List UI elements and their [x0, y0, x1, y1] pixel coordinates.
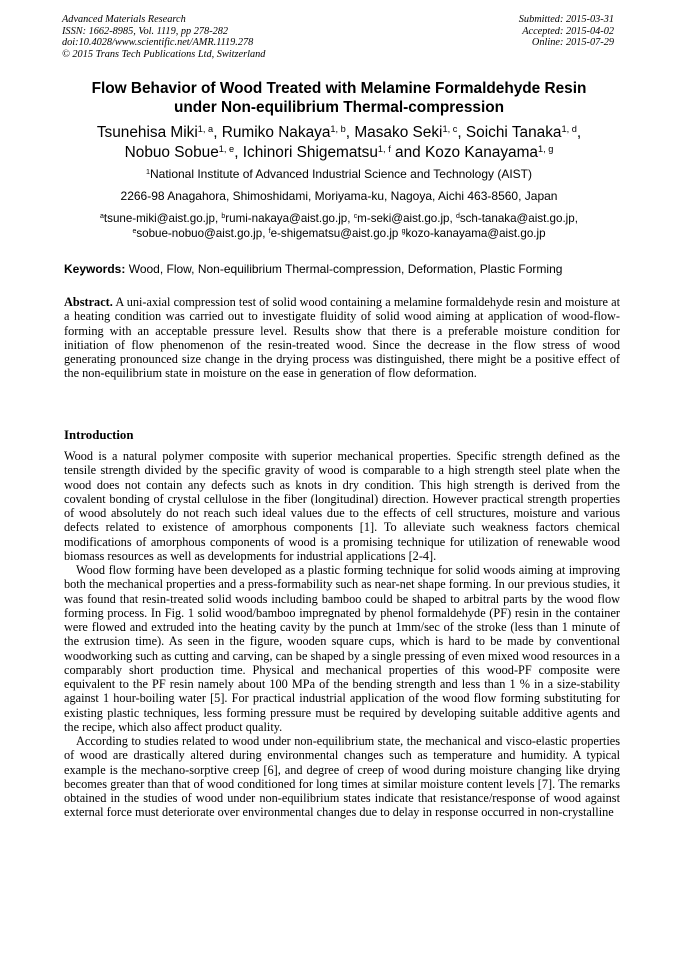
- doi-line: doi:10.4028/www.scientific.net/AMR.1119.278: [62, 37, 254, 49]
- affiliation-mark: 1: [145, 167, 150, 177]
- email-link[interactable]: sch-tanaka@aist.go.jp: [459, 212, 575, 225]
- author-line: Tsunehisa Miki$^{1, a}$, Rumiko Nakaya$^{1, b}$, Masako Seki$^{1, c}$, Soichi Tanaka$^{1, d}$,: [96, 123, 582, 141]
- copyright-line: © 2015 Trans Tech Publications Ltd, Switzerland: [62, 48, 266, 60]
- email-mark: f: [268, 228, 271, 236]
- keywords: [64, 262, 624, 276]
- author-affiliation-mark: 1, e: [218, 143, 235, 154]
- author-name: Tsunehisa Miki: [96, 124, 198, 141]
- affiliation-name: [40, 167, 638, 181]
- email-mark: c: [353, 213, 358, 221]
- accepted-date: Accepted: 2015-04-02: [522, 25, 614, 37]
- author-name: Masako Seki: [354, 124, 443, 141]
- paper-title: [40, 80, 638, 117]
- paragraph: Wood flow forming have been developed as a plastic forming technique for solid woods aiming at improving both the mechanical properties and a press-formability such as near-net shape forming. In our previous studies, it was found that resin-treated solid woods including bamboo could be shaped to arbitral parts by the wood flow forming process. In Fig. 1 solid wood/bamboo impregnated by phenol formaldehyde (PF) resin in the container were flowed and extruded into the heating cavity by the punch at 1mm/sec of the stroke (less than 1 minute of the extrusion time). As seen in the figure, wooden square cups, which is hard to be made by conventional woodworking such as cutting and carving, can be shaped by a single pressing of even mixed wood resources in a comparably short production time. Physical and mechanical properties of this wood-PF composite were equivalent to the PF resin namely about 100 MPa of the bending strength and less than 1 % in a size-stability against 1 hour-boiling water [5]. For practical industrial application of the wood flow forming substituting for existing plastic techniques, less forming pressure must be required by developing suitable additive agents and the recipe, which also affect product quality.: [64, 563, 620, 734]
- keywords-label: Keywords:: [64, 262, 126, 276]
- author-name: Kozo Kanayama: [425, 144, 538, 161]
- abstract-text: A uni-axial compression test of solid wood containing a melamine formaldehyde resin and moisture at a heating condition was carried out to investigate fluidity of solid wood aiming at application of wood-flow-forming with an acceptable pressure level. Results show that there is a preferable moisture condition for initiation of flow phenomenon of the resin-treated wood. Since the decrease in the flow stress of wood generating pronounced size change in the drying process was distinguished, there might be a positive effect of the non-equilibrium state in moisture on the ease in generation of flow deformation.: [64, 295, 620, 381]
- affiliation-address: 2266-98 Anagahora, Shimoshidami, Moriyama-ku, Nagoya, Aichi 463-8560, Japan: [120, 189, 558, 203]
- author-list: [40, 123, 638, 163]
- online-date: Online: 2015-07-29: [531, 37, 614, 49]
- section-heading-introduction: Introduction: [64, 428, 134, 442]
- email-link[interactable]: rumi-nakaya@aist.go.jp: [225, 212, 348, 225]
- keywords-text: Wood, Flow, Non-equilibrium Thermal-compression, Deformation, Plastic Forming: [128, 262, 563, 276]
- submitted-date: Submitted: 2015-03-31: [518, 14, 614, 25]
- title-line: under Non-equilibrium Thermal-compression: [173, 98, 505, 116]
- author-affiliation-mark: 1, g: [537, 143, 554, 154]
- journal-name: Advanced Materials Research: [62, 14, 186, 25]
- email-mark: b: [221, 213, 226, 221]
- email-mark: a: [100, 213, 104, 221]
- email-link[interactable]: sobue-nobuo@aist.go.jp: [136, 227, 263, 240]
- author-name: Soichi Tanaka: [465, 124, 562, 141]
- paragraph: Wood is a natural polymer composite with superior mechanical properties. Specific strength defined as the tensile strength divided by the specific gravity of wood is comparable to a high strength steel plate when the wood does not contain any defects such as knots in dry condition. This high strength is derived from the covalent bonding of crystal cellulose in the fiber (longitudinal) direction. However practical strength properties of wood absolutely do not reach such ideal values due to the effects of cell structures, moisture and various defects related to existence of amorphous components [1]. To alleviate such weakness factors chemical modifications of amorphous components of wood is a promising technique for utilization of renewable wood biomass resources as well as developments for industrial applications [2-4].: [64, 449, 620, 563]
- author-affiliation-mark: 1, a: [197, 123, 214, 134]
- issn-line: ISSN: 1662-8985, Vol. 1119, pp 278-282: [62, 25, 229, 37]
- paragraph: According to studies related to wood under non-equilibrium state, the mechanical and visco-elastic properties of wood are drastically altered during environmental changes such as temperature and humidity. A typical example is the mechano-sorptive creep [6], and degree of creep of wood during moisture changing like drying becomes greater than that of wood conditioned for long times at similar moisture content levels [7]. The remarks obtained in the studies of wood under non-equilibrium states indicate that resistance/response of wood against external force must deteriorate over environmental changes due to delay in response occurred in non-crystalline: [64, 734, 620, 820]
- institution-name: National Institute of Advanced Industrial Science and Technology (AIST): [149, 167, 532, 181]
- abstract-label: Abstract.: [64, 295, 113, 309]
- author-name: Nobuo Sobue: [124, 144, 219, 161]
- author-name: Ichinori Shigematsu: [242, 144, 378, 161]
- journal-info: [62, 14, 265, 60]
- author-affiliation-mark: 1, f: [377, 143, 391, 154]
- author-affiliation-mark: 1, d: [561, 123, 577, 134]
- email-mark: g: [401, 228, 406, 236]
- email-link[interactable]: tsune-miki@aist.go.jp: [103, 212, 215, 225]
- author-line: Nobuo Sobue$^{1, e}$, Ichinori Shigematsu$^{1, f}$ and Kozo Kanayama$^{1, g}$: [124, 143, 554, 161]
- abstract: [64, 295, 620, 381]
- author-name: Rumiko Nakaya: [221, 124, 331, 141]
- email-line: $^a$tsune-miki@aist.go.jp, $^b$rumi-nakaya@aist.go.jp, $^c$m-seki@aist.go.jp, $^d$sch-tanaka@aist.go.jp,: [100, 212, 578, 225]
- introduction-body: [64, 449, 620, 949]
- submission-dates: [519, 14, 614, 49]
- email-link[interactable]: e-shigematsu@aist.go.jp: [270, 227, 399, 240]
- author-affiliation-mark: 1, b: [330, 123, 346, 134]
- email-link[interactable]: m-seki@aist.go.jp: [357, 212, 450, 225]
- author-conjunction: and: [395, 144, 421, 161]
- title-line: Flow Behavior of Wood Treated with Melamine Formaldehyde Resin: [91, 80, 587, 97]
- email-mark: d: [455, 213, 460, 221]
- email-line: $^e$sobue-nobuo@aist.go.jp, $^f$e-shigematsu@aist.go.jp $^g$kozo-kanayama@aist.go.jp: [132, 227, 546, 240]
- email-link[interactable]: kozo-kanayama@aist.go.jp: [405, 227, 546, 240]
- email-mark: e: [132, 228, 137, 236]
- author-emails: [40, 211, 638, 241]
- author-affiliation-mark: 1, c: [442, 123, 458, 134]
